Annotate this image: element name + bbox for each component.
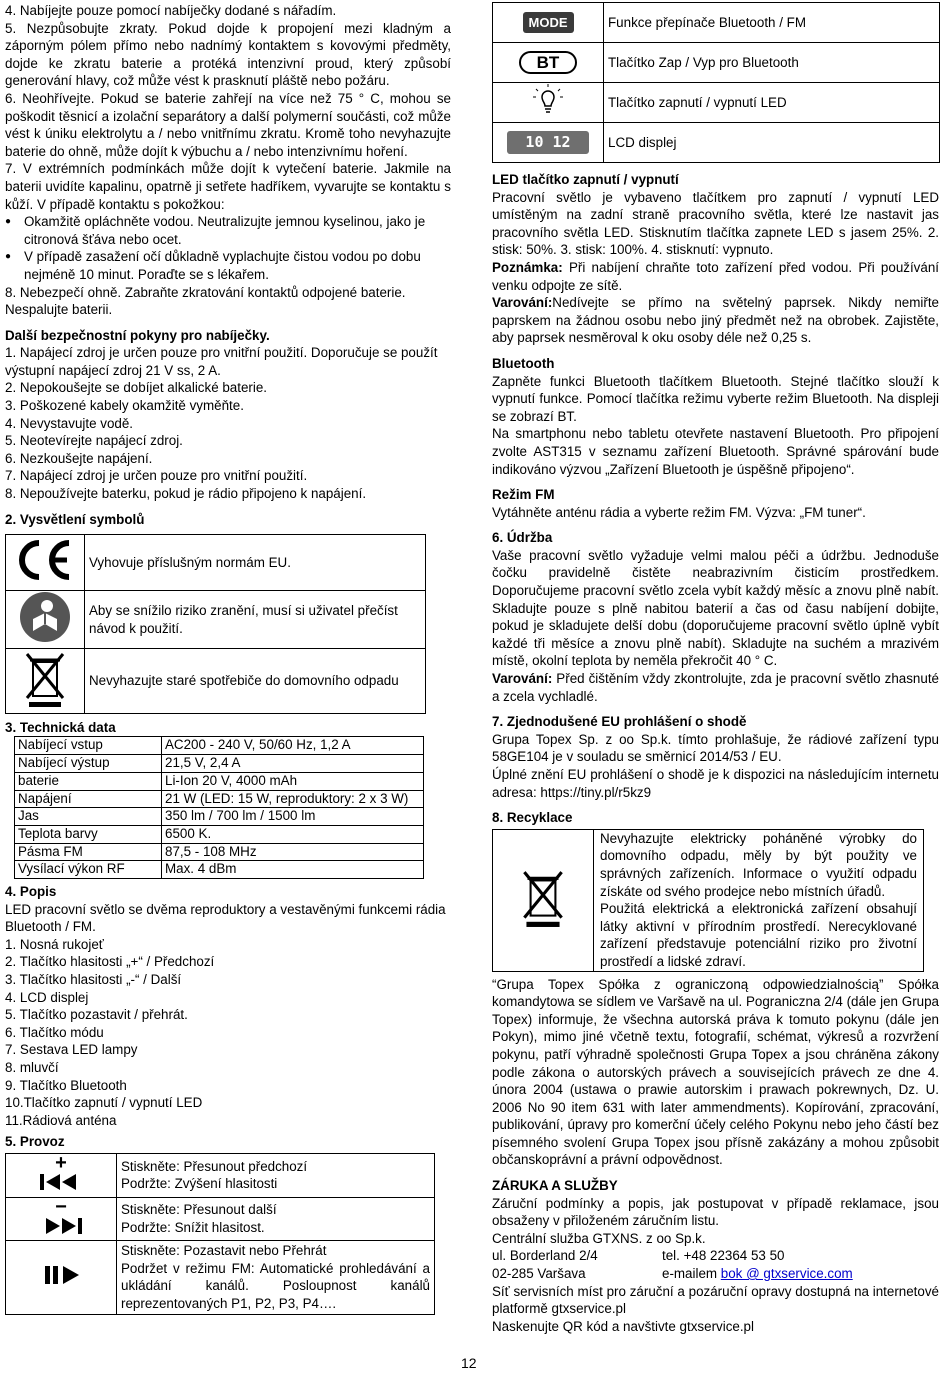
maintenance-warning: Varování: Před čištěním vždy zkontrolujte, zda je pracovní světlo zhasnuté a zcela vychladlé. (492, 671, 939, 704)
list-item: 3. Tlačítko hlasitosti „-“ / Další (5, 972, 182, 987)
spec-label: Pásma FM (15, 843, 162, 861)
tech-title: 3. Technická data (5, 719, 116, 735)
charger-title: Další bezpečnostní pokyny pro nabíječky. (5, 327, 270, 343)
symbol-desc: Vyhovuje příslušným normám EU. (85, 535, 426, 591)
table-row (6, 1197, 435, 1241)
list-item: 9. Tlačítko Bluetooth (5, 1077, 127, 1093)
maintenance-text: Vaše pracovní světlo vyžaduje velmi malou péči a údržbu. Jednoduše čočku pravidelně čistěte neabrazivním čisticím prostředkem. Doporučujeme pracovní světlo zcela vybít každý měsíc a znovu plně nabít. Skladujte pouze s plně nabitou baterií a čas od času nabíjení dobijte, pokud je skladujete delší dobu (doporučujeme pracovní světlo úplně vybít každé tři měsíce a znovu plně nabít). Skladujte na suchém a mrazivém místě, okolní teplota by neměla překročit 40 ° C. (492, 547, 939, 669)
network-text: Síť servisních míst pro záruční a pozáruční opravy dostupná na internetové platformě gtxservice.pl (492, 1283, 939, 1317)
table-row (493, 123, 940, 163)
buttons-table (492, 2, 940, 163)
table-row (6, 1241, 435, 1314)
safety-item-4: 4. Nabíjejte pouze pomocí nabíječky dodané s nářadím. (5, 3, 337, 18)
symbols-table (5, 534, 426, 714)
email-link[interactable]: bok @ gtxservice.com (720, 1266, 853, 1282)
symbols-title: 2. Vysvětlení symbolů (5, 511, 145, 527)
table-row (15, 843, 424, 861)
spec-value: AC200 - 240 V, 50/60 Hz, 1,2 A (162, 737, 424, 755)
bt-text-2: Na smartphonu nebo tabletu otevřete nastavení Bluetooth. Pro připojení zvolte AST315 v seznamu zařízení Bluetooth. Správné spárování bude indikováno výzvou „Zařízení Bluetooth je úspěšně připojeno“. (492, 426, 939, 477)
spec-value: 21 W (LED: 15 W, reproduktory: 2 x 3 W) (162, 790, 424, 808)
symbol-desc: Aby se snížilo riziko zranění, musí si uživatel přečíst návod k použití. (85, 591, 426, 649)
bullet-item: ● Okamžitě opláchněte vodou. Neutralizujte jemnou kyselinou, jako je citronová šťáva nebo ocet. (5, 214, 426, 247)
list-item: 1. Nosná rukojeť (5, 936, 104, 952)
table-row (6, 648, 426, 713)
list-item: 1. Napájecí zdroj je určen pouze pro vnitřní použití. Doporučuje se použít výstupní napájecí zdroj 21 V ss, 2 A. (5, 345, 438, 378)
op-desc: Stiskněte: Přesunout předchozí Podržte: Zvýšení hlasitosti (117, 1153, 435, 1197)
list-item: 8. Nepoužívejte baterku, pokud je rádio připojeno k napájení. (5, 486, 367, 502)
fm-text: Vytáhněte anténu rádia a vyberte režim FM. Výzva: „FM tuner“. (492, 504, 866, 520)
spec-label: Napájení (15, 790, 162, 808)
desc-intro: LED pracovní světlo se dvěma reproduktory a vestavěnými funkcemi rádia Bluetooth / FM. (5, 901, 446, 935)
copyright-text: “Grupa Topex Spółka z ograniczoną odpowiedzialnością” Spółka komandytowa se sídlem ve Varšavě na ul. Pograniczna 2/4 (dále jen Grupa Topex) informuje, že všechna autorská práva k tomuto pokynu (dále jen Pokyn), mimo jiné včetně textu, fotografií, schémat, výkresů a rozvržení pokynu, patří výhradně společnosti Grupa Topex a jsou chráněna zákony podle zákona o autorských právech a souvisejících právech ze dne 4. února 2004 (ustawa o prawie autorskim i prawach pokrewnych, Dz. U. 2006 No 90 item 631 with later ammendments). Kopírování, zpracování, publikování, úpravy pro komerční účely celého Pokynu nebo jeho částí bez písemného svolení Grupa Topex jsou přísně zakázány a mohou způsobit občanskoprávní a právní odpovědnost. (492, 976, 939, 1168)
table-row (6, 535, 426, 591)
spec-label: Jas (15, 808, 162, 826)
bt-text-1: Zapněte funkci Bluetooth tlačítkem Bluetooth. Stejné tlačítko slouží k vypnutí funkce. Pomocí tlačítka režimu vyberte režim Bluetooth. Na displeji se zobrazí BT. (492, 373, 939, 424)
spec-label: Teplota barvy (15, 825, 162, 843)
fm-title: Režim FM (492, 487, 555, 503)
table-row (15, 790, 424, 808)
desc-list (5, 936, 451, 1130)
op-desc: Stiskněte: Přesunout další Podržte: Snížit hlasitost. (117, 1197, 435, 1241)
bullet-item: ● V případě zasažení očí důkladně vyplachujte čistou vodou po dobu nejméně 10 minut. Poraďte se s lékařem. (5, 249, 421, 282)
lcd-display-icon: 10 12 (493, 123, 604, 163)
spec-label: Vysílací výkon RF (15, 861, 162, 879)
qr-text: Naskenujte QR kód a navštivte gtxservice.pl (492, 1318, 754, 1334)
list-item: 4. LCD displej (5, 989, 89, 1005)
mode-icon: MODE (493, 3, 604, 43)
read-manual-icon (6, 591, 85, 649)
left-column (5, 2, 451, 1315)
spec-value: 350 lm / 700 lm / 1500 lm (162, 808, 424, 826)
list-item: 11.Rádiová anténa (5, 1112, 117, 1128)
button-desc: Funkce přepínače Bluetooth / FM (604, 3, 940, 43)
right-column (492, 2, 939, 1335)
list-item: 10.Tlačítko zapnutí / vypnutí LED (5, 1095, 203, 1111)
op-desc: Stiskněte: Pozastavit nebo Přehrát Podržet v režimu FM: Automatické prohledávání a ukládání kanálů. Posloupnost kanálů reprezentovaných P1, P2, P3, P4…. (117, 1241, 435, 1314)
prev-button-icon: + (6, 1153, 117, 1197)
eu-text-2: Úplné znění EU prohlášení o shodě je k dispozici na následujícím internetu adresa: https://tiny.pl/r5kz9 (492, 767, 939, 800)
list-item: 5. Tlačítko pozastavit / přehrát. (5, 1007, 188, 1023)
spec-label: Nabíjecí výstup (15, 755, 162, 773)
recycle-table (492, 829, 924, 972)
table-row (493, 83, 940, 123)
warranty-text: Záruční podmínky a popis, jak postupovat v případě reklamace, jsou obsaženy v přiloženém záručním listu. (492, 1195, 939, 1229)
ops-title: 5. Provoz (5, 1134, 65, 1150)
button-desc: Tlačítko zapnutí / vypnutí LED (604, 83, 940, 123)
table-row (6, 591, 426, 649)
spec-value: 6500 K. (162, 825, 424, 843)
desc-title: 4. Popis (5, 884, 57, 900)
table-row (15, 772, 424, 790)
spec-label: baterie (15, 772, 162, 790)
recycle-title: 8. Recyklace (492, 810, 573, 826)
list-item: 5. Neotevírejte napájecí zdroj. (5, 433, 183, 449)
eu-text-1: Grupa Topex Sp. z oo Sp.k. tímto prohlašuje, že rádiové zařízení typu 58GE104 je v souladu se směrnicí 2014/53 / EU. (492, 731, 939, 765)
safety-item-7: 7. V extrémních podmínkách může dojít k vytečení baterie. Jakmile na baterii uvidíte kapalinu, opatrně ji setřete hadříkem, vyvarujte se kontaktu s kůží. V případě kontaktu s pokožkou: (5, 161, 451, 212)
symbol-desc: Nevyhazujte staré spotřebiče do domovního odpadu (85, 648, 426, 713)
led-text: Pracovní světlo je vybaveno tlačítkem pro zapnutí / vypnutí LED umístěným na zadní straně pracovního světla, které lze nastavit jas pracovního světla LED. Stisknutím tlačítka zapnete LED s jasem 25%. 2. stisk: 50%. 3. stisk: 100%. 4. stisknutí: vypnuto. (492, 189, 939, 258)
contact-row: ul. Borderland 2/4 tel. +48 22364 53 50 (492, 1248, 785, 1264)
ops-table (5, 1153, 435, 1315)
weee-bin-icon (6, 648, 85, 713)
spec-value: 87,5 - 108 MHz (162, 843, 424, 861)
table-row (493, 829, 924, 971)
table-row (15, 808, 424, 826)
bulb-icon (493, 83, 604, 123)
page-number: 12 (461, 1355, 477, 1371)
table-row (15, 825, 424, 843)
next-button-icon: − (6, 1197, 117, 1241)
table-row (493, 3, 940, 43)
list-item: 6. Tlačítko módu (5, 1024, 104, 1040)
spec-value: Li-Ion 20 V, 4000 mAh (162, 772, 424, 790)
maintenance-title: 6. Údržba (492, 530, 553, 546)
contact-row: 02-285 Varšava e-mailem bok @ gtxservice.com (492, 1266, 853, 1282)
table-row (493, 43, 940, 83)
bt-title: Bluetooth (492, 355, 555, 371)
warranty-title: ZÁRUKA A SLUŽBY (492, 1178, 618, 1194)
play-pause-icon (6, 1241, 117, 1314)
note: Poznámka: Při nabíjení chraňte toto zařízení před vodou. Při používání venku odpojte ze sítě. (492, 259, 939, 293)
list-item: 7. Napájecí zdroj je určen pouze pro vnitřní použití. (5, 468, 308, 484)
button-desc: LCD displej (604, 123, 940, 163)
tech-table (14, 736, 424, 879)
ce-mark-icon (6, 535, 85, 591)
list-item: 4. Nevystavujte vodě. (5, 415, 134, 431)
table-row (15, 755, 424, 773)
safety-item-8: 8. Nebezpečí ohně. Zabraňte zkratování kontaktů odpojené baterie. Nespalujte baterii. (5, 284, 406, 318)
bt-icon: BT (493, 43, 604, 83)
spec-label: Nabíjecí vstup (15, 737, 162, 755)
list-item: 2. Nepokoušejte se dobíjet alkalické baterie. (5, 380, 268, 396)
spec-value: 21,5 V, 2,4 A (162, 755, 424, 773)
weee-bin-icon (493, 829, 594, 971)
safety-item-5: 5. Nezpůsobujte zkraty. Pokud dojde k propojení mezi kladným a záporným pólem přímo nebo nadnímý kontaktem s kovovými předměty, dojde ke zkratu baterie a protéká intenzivní proud, který způsobí generování hlavy, což může vést k prasknutí pláště nebo požáru. (5, 20, 451, 89)
list-item: 2. Tlačítko hlasitosti „+“ / Předchozí (5, 954, 215, 970)
safety-item-6: 6. Neohřívejte. Pokud se baterie zahřejí na více než 75 ° C, mohou se poškodit těsnicí a izolační separátory a další polymerní součásti, což může vést k úniku elektrolytu a / nebo vnitřnímu zkratu. Kromě toho nevyhazujte baterie do ohně, může dojít k výbuchu a / nebo intenzivnímu hoření. (5, 90, 451, 159)
recycle-text: Nevyhazujte elektricky poháněné výrobky do domovního odpadu, měly by být použity ve správných zařízeních. Informace o využití odpadu získáte od svého prodejce nebo místních úřadů. Použitá elektrická a elektronická zařízení obsahují látky aktivní v přírodním prostředí. Nerecyklované zařízení představuje potenciální riziko pro životní prostředí a lidské zdraví. (594, 829, 924, 971)
button-desc: Tlačítko Zap / Vyp pro Bluetooth (604, 43, 940, 83)
service-name: Centrální služba GTXNS. z oo Sp.k. (492, 1230, 706, 1246)
warning: Varování:Nedívejte se přímo na světelný paprsek. Nikdy nemiřte paprskem na žádnou osobu nebo jiný předmět než na obrobek. Zajistěte, aby paprsek nesměroval k oku osoby déle než 0,25 s. (492, 295, 939, 346)
led-title: LED tlačítko zapnutí / vypnutí (492, 172, 679, 187)
charger-list (5, 344, 451, 502)
table-row (6, 1153, 435, 1197)
table-row (15, 737, 424, 755)
list-item: 7. Sestava LED lampy (5, 1042, 138, 1058)
list-item: 8. mluvčí (5, 1059, 59, 1075)
list-item: 3. Poškozené kabely okamžitě vyměňte. (5, 398, 244, 414)
spec-value: Max. 4 dBm (162, 861, 424, 879)
eu-title: 7. Zjednodušené EU prohlášení o shodě (492, 714, 747, 730)
table-row (15, 861, 424, 879)
list-item: 6. Nezkoušejte napájení. (5, 450, 153, 466)
